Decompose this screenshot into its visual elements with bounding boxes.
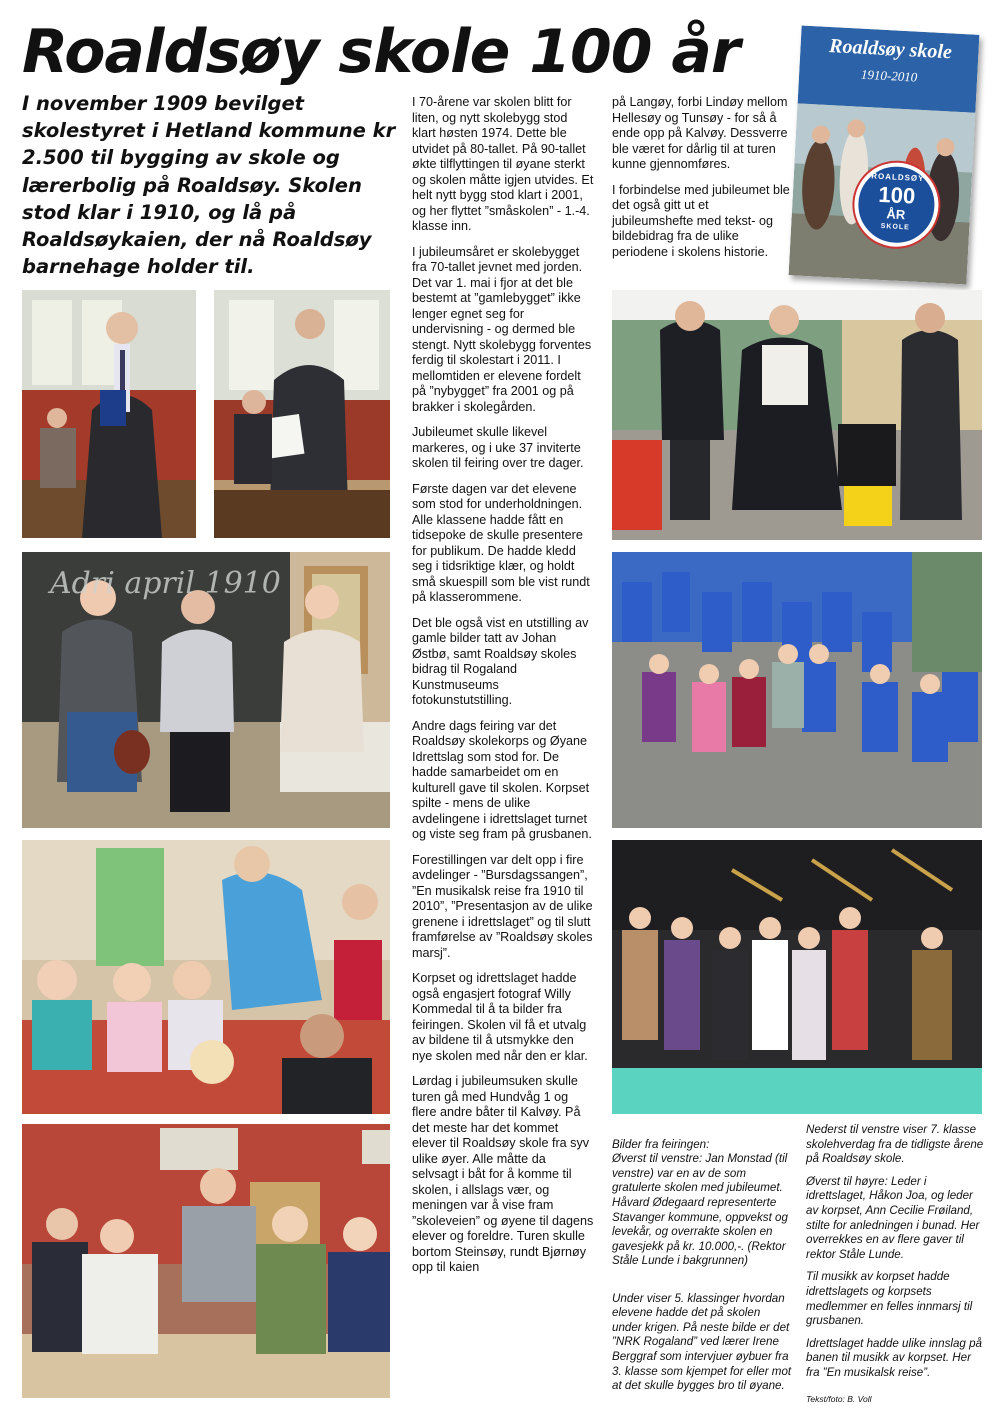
caption: Idrettslaget hadde ulike innslag på banen til musikk av korpset. Her fra ”En musikalsk reise”. bbox=[806, 1336, 982, 1379]
paragraph: Korpset og idrettslaget hadde også engasjert fotograf Willy Kommedal til å ta bilder fra feiringen. Skolen vil få et utvalg av bildene til å utsmykke den nye skolen med når den er klar. bbox=[412, 971, 588, 1063]
booklet-cover-image bbox=[789, 26, 980, 285]
paragraph: på Langøy, forbi Lindøy mellom Hellesøy og Tunsøy - for så å ende opp på Kalvøy. Dessverre ble været for dårlig til at turen kunne gjennomføres. bbox=[612, 95, 788, 171]
caption: Til musikk av korpset hadde idrettslagets og korpsets medlemmer en felles innmarsj til grusbanen. bbox=[806, 1270, 973, 1328]
photo-joint-march bbox=[612, 552, 982, 828]
photo-musical-journey-dance bbox=[612, 840, 982, 1114]
photo-nrk-rogaland-interview bbox=[22, 840, 390, 1114]
paragraph: Det ble også vist en utstilling av gamle bilder tatt av Johan Østbø, samt Roaldsøy skoles bidrag til Rogaland Kunstmuseums fotokunstutstilling. bbox=[412, 615, 589, 707]
badge-unit: ÅR bbox=[886, 206, 906, 223]
photo-7th-graders-school-day bbox=[22, 1124, 390, 1398]
photo-speaker-havard-odegaard bbox=[214, 290, 390, 538]
paragraph: Første dagen var det elevene som stod for underholdningen. Alle klassene hadde fått en tidsepoke de skulle presentere for publikum. De hadde kledd seg i tidsriktige klær, og holdt små skuespill som ble vist rundt på klasserommene. bbox=[412, 481, 590, 604]
photo-credit: Tekst/foto: B. Voll bbox=[806, 1394, 872, 1404]
badge-school-label: SKOLE bbox=[880, 222, 910, 232]
caption: Bilder fra feiringen: Øverst til venstre: Jan Monstad (til venstre) var en av de som gratulerte skolen med jubileumet. Håvard Ødegaard representerte Stavanger kommune, oppvekst og levekår, og overrakte skolen en gavesjekk på kr. 10.000,-. (Rektor Ståle Lunde i bakgrunnen) bbox=[612, 1137, 788, 1268]
photo-speaker-jan-monstad bbox=[22, 290, 196, 538]
caption: Øverst til høyre: Leder i idrettslaget, Håkon Joa, og leder av korpset, Ann Cecilie Frøiland, stilte for anledningen i bunad. Her overrekkes en av flere gaver til rektor Ståle Lunde. bbox=[806, 1174, 980, 1261]
page-title: Roaldsøy skole 100 år bbox=[22, 17, 740, 87]
photo-5th-graders-blackboard bbox=[22, 552, 390, 828]
paragraph: I jubileumsåret er skolebygget fra 70-tallet jevnet med jorden. Det var 1. mai i fjor at det ble bestemt at ”gamlebygget” ikke lenger egnet seg for undervisning - og dermed ble stengt. Nytt skolebygg forventes ferdig til skolestart i 2011. I mellomtiden er elevene fordelt på ”nybygget” fra 2001 og på brakker i skolegården. bbox=[412, 244, 592, 414]
caption: Under viser 5. klassinger hvordan elevene hadde det på skolen under krigen. På neste bilde er det ”NRK Rogaland” ved lærer Irene Berggraf som intervjuer øybuer fra 3. klasse som kjempet for eller mot at det skulle bygges bro til øyane. bbox=[612, 1291, 792, 1393]
cover-title: Roaldsøy skole bbox=[828, 34, 953, 64]
paragraph: Andre dags feiring var det Roaldsøy skolekorps og Øyane Idrettslag som stod for. De hadde samarbeidet om en kulturell gave til skolen. Korpset spilte - mens de ulike avdelingene i idrettslaget turnet og viste seg fram på grusbanen. bbox=[412, 718, 592, 841]
badge-number: 100 bbox=[877, 181, 916, 209]
article-column-1 bbox=[412, 95, 594, 1286]
photo-captions-left bbox=[612, 1123, 792, 1416]
cover-years: 1910-2010 bbox=[860, 66, 918, 85]
paragraph: Lørdag i jubileumsuken skulle turen gå med Hundvåg 1 og flere andre båter til Kalvøy. På det meste har det kommet elever til Roaldsøy skole fra syv ulike øyer. Alle måtte da selvsagt i båt for å komme til skolen, i allslags vær, og meningen var å vise fram ”skoleveien” og øyene til dagens elever og foreldre. Turen skulle bortom Steinsøy, rundt Bjørnøy opp til kaien bbox=[412, 1074, 594, 1274]
article-column-2 bbox=[612, 95, 790, 270]
paragraph: Jubileumet skulle likevel markeres, og i uke 37 inviterte skolen til feiring over tre dager. bbox=[412, 425, 584, 470]
blackboard-text: Adri april 1910 bbox=[50, 566, 281, 601]
badge-school-name: ROALDSØY bbox=[870, 171, 925, 184]
caption: Nederst til venstre viser 7. klasse skolehverdag fra de tidligste årene på Roaldsøy skole. bbox=[806, 1123, 984, 1166]
lead-paragraph: I november 1909 bevilget skolestyret i Hetland kommune kr 2.500 til bygging av skole og lærerbolig på Roaldsøy. Skolen stod klar i 1910, og lå på Roaldsøykaien, der nå Roaldsøy barnehage holder til. bbox=[22, 92, 396, 279]
paragraph: Forestillingen var delt opp i fire avdelinger - ”Bursdagssangen”, ”En musikalsk reise fra 1910 til 2010”, ”Presentasjon av de ulike grenene i idrettslaget” og til slutt framførelse av ”Roaldsøy skoles marsj”. bbox=[412, 852, 593, 960]
photo-gift-to-principal bbox=[612, 290, 982, 540]
paragraph: I 70-årene var skolen blitt for liten, og nytt skolebygg stod klart høsten 1974. Dette ble utvidet på 80-tallet. På 90-tallet økte tilflyttingen til øyane sterkt og skolen måtte igjen utvides. Et helt nytt bygg stod klart i 2001, og her flyttet ”småskolen” - 1.-4. klasse inn. bbox=[412, 95, 594, 233]
paragraph: I forbindelse med jubileumet ble det også gitt ut et jubileumshefte med tekst- og bildebidrag fra de ulike periodene i skolens historie. bbox=[612, 182, 790, 259]
photo-captions-right bbox=[806, 1123, 986, 1389]
